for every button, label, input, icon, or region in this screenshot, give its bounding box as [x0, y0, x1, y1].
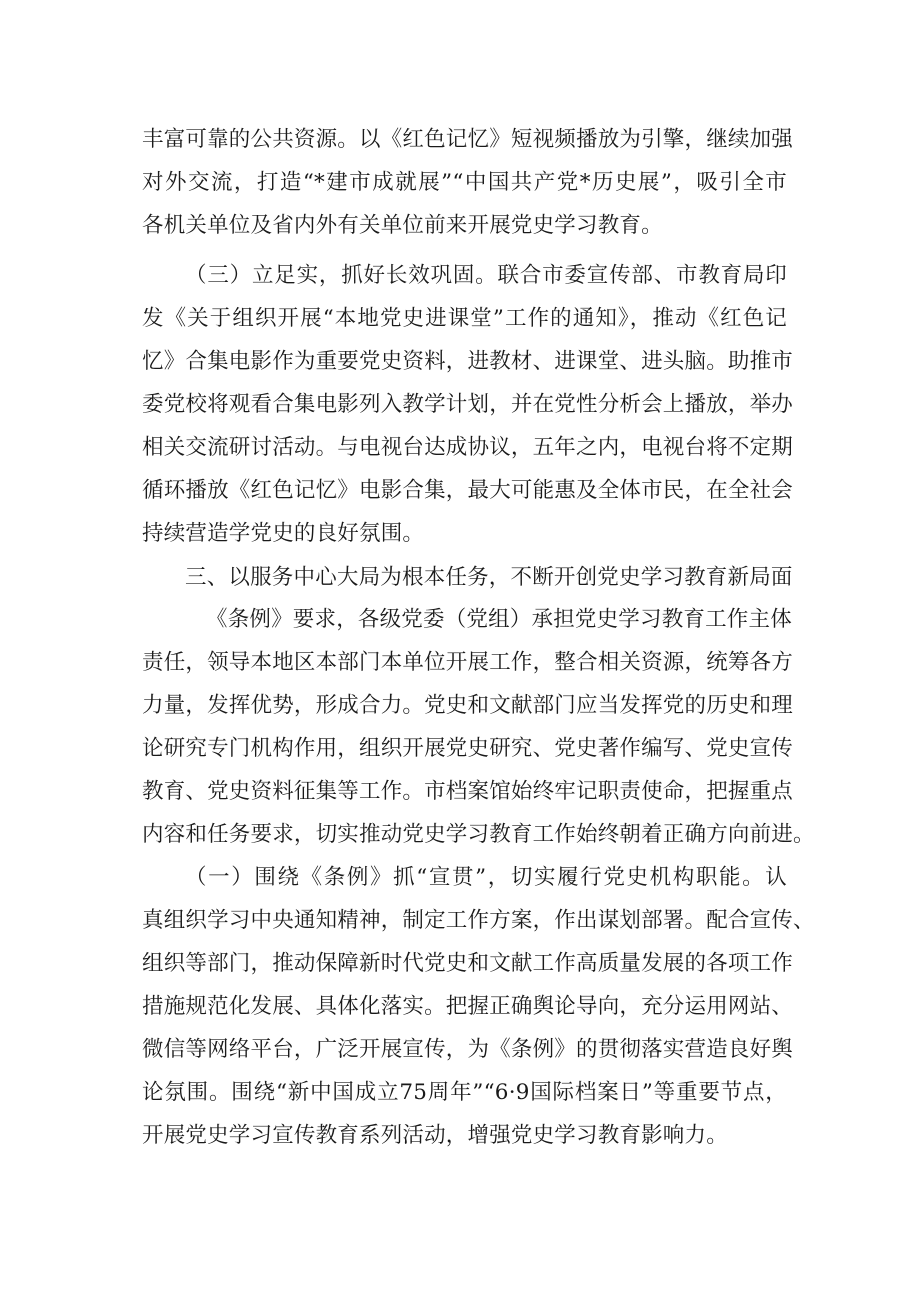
paragraph-line: 对外交流，打造“*建市成就展”“中国共产党*历史展”，吸引全市 [142, 170, 787, 195]
paragraph-line: 开展党史学习宣传教育系列活动，增强党史学习教育影响力。 [142, 1123, 728, 1148]
paragraph-line: （三）立足实，抓好长效巩固。联合市委宣传部、市教育局印 [185, 263, 787, 288]
paragraph-line: 教育、党史资料征集等工作。市档案馆始终牢记职责使命，把握重点 [142, 779, 794, 804]
paragraph-line: 论氛围。围绕“新中国成立75周年”“6·9国际档案日”等重要节点， [142, 1080, 787, 1105]
paragraph-line: 真组织学习中央通知精神，制定工作方案，作出谋划部署。配合宣传、 [142, 908, 815, 933]
paragraph-line: 循环播放《红色记忆》电影合集，最大可能惠及全体市民，在全社会 [142, 478, 794, 503]
paragraph-line: （一）围绕《条例》抓“宣贯”，切实履行党史机构职能。认 [185, 865, 787, 890]
paragraph-line: 忆》合集电影作为重要党史资料，进教材、进课堂、进头脑。助推市 [142, 349, 794, 374]
paragraph-line: 力量，发挥优势，形成合力。党史和文献部门应当发挥党的历史和理 [142, 693, 794, 718]
paragraph-line: 内容和任务要求，切实推动党史学习教育工作始终朝着正确方向前进。 [142, 822, 815, 847]
paragraph-line: 持续营造学党史的良好氛围。 [142, 521, 425, 546]
paragraph-line: 各机关单位及省内外有关单位前来开展党史学习教育。 [142, 213, 663, 238]
paragraph-line: 责任，领导本地区本部门本单位开展工作，整合相关资源，统筹各方 [142, 650, 794, 675]
paragraph-line: 论研究专门机构作用，组织开展党史研究、党史著作编写、党史宣传 [142, 736, 794, 761]
paragraph-line: 组织等部门，推动保障新时代党史和文献工作高质量发展的各项工作 [142, 951, 794, 976]
paragraph-line: 委党校将观看合集电影列入教学计划，并在党性分析会上播放，举办 [142, 392, 794, 417]
section-heading: 三、以服务中心大局为根本任务，不断开创党史学习教育新局面 [185, 565, 793, 590]
paragraph-line: 丰富可靠的公共资源。以《红色记忆》短视频播放为引擎，继续加强 [142, 127, 794, 152]
paragraph-line: 措施规范化发展、具体化落实。把握正确舆论导向，充分运用网站、 [142, 994, 794, 1019]
paragraph-line: 微信等网络平台，广泛开展宣传，为《条例》的贯彻落实营造良好舆 [142, 1037, 794, 1062]
paragraph-line: 发《关于组织开展“本地党史进课堂”工作的通知》，推动《红色记 [142, 306, 787, 331]
paragraph-line: 《条例》要求，各级党委（党组）承担党史学习教育工作主体 [206, 607, 792, 632]
paragraph-line: 相关交流研讨活动。与电视台达成协议，五年之内，电视台将不定期 [142, 435, 794, 460]
